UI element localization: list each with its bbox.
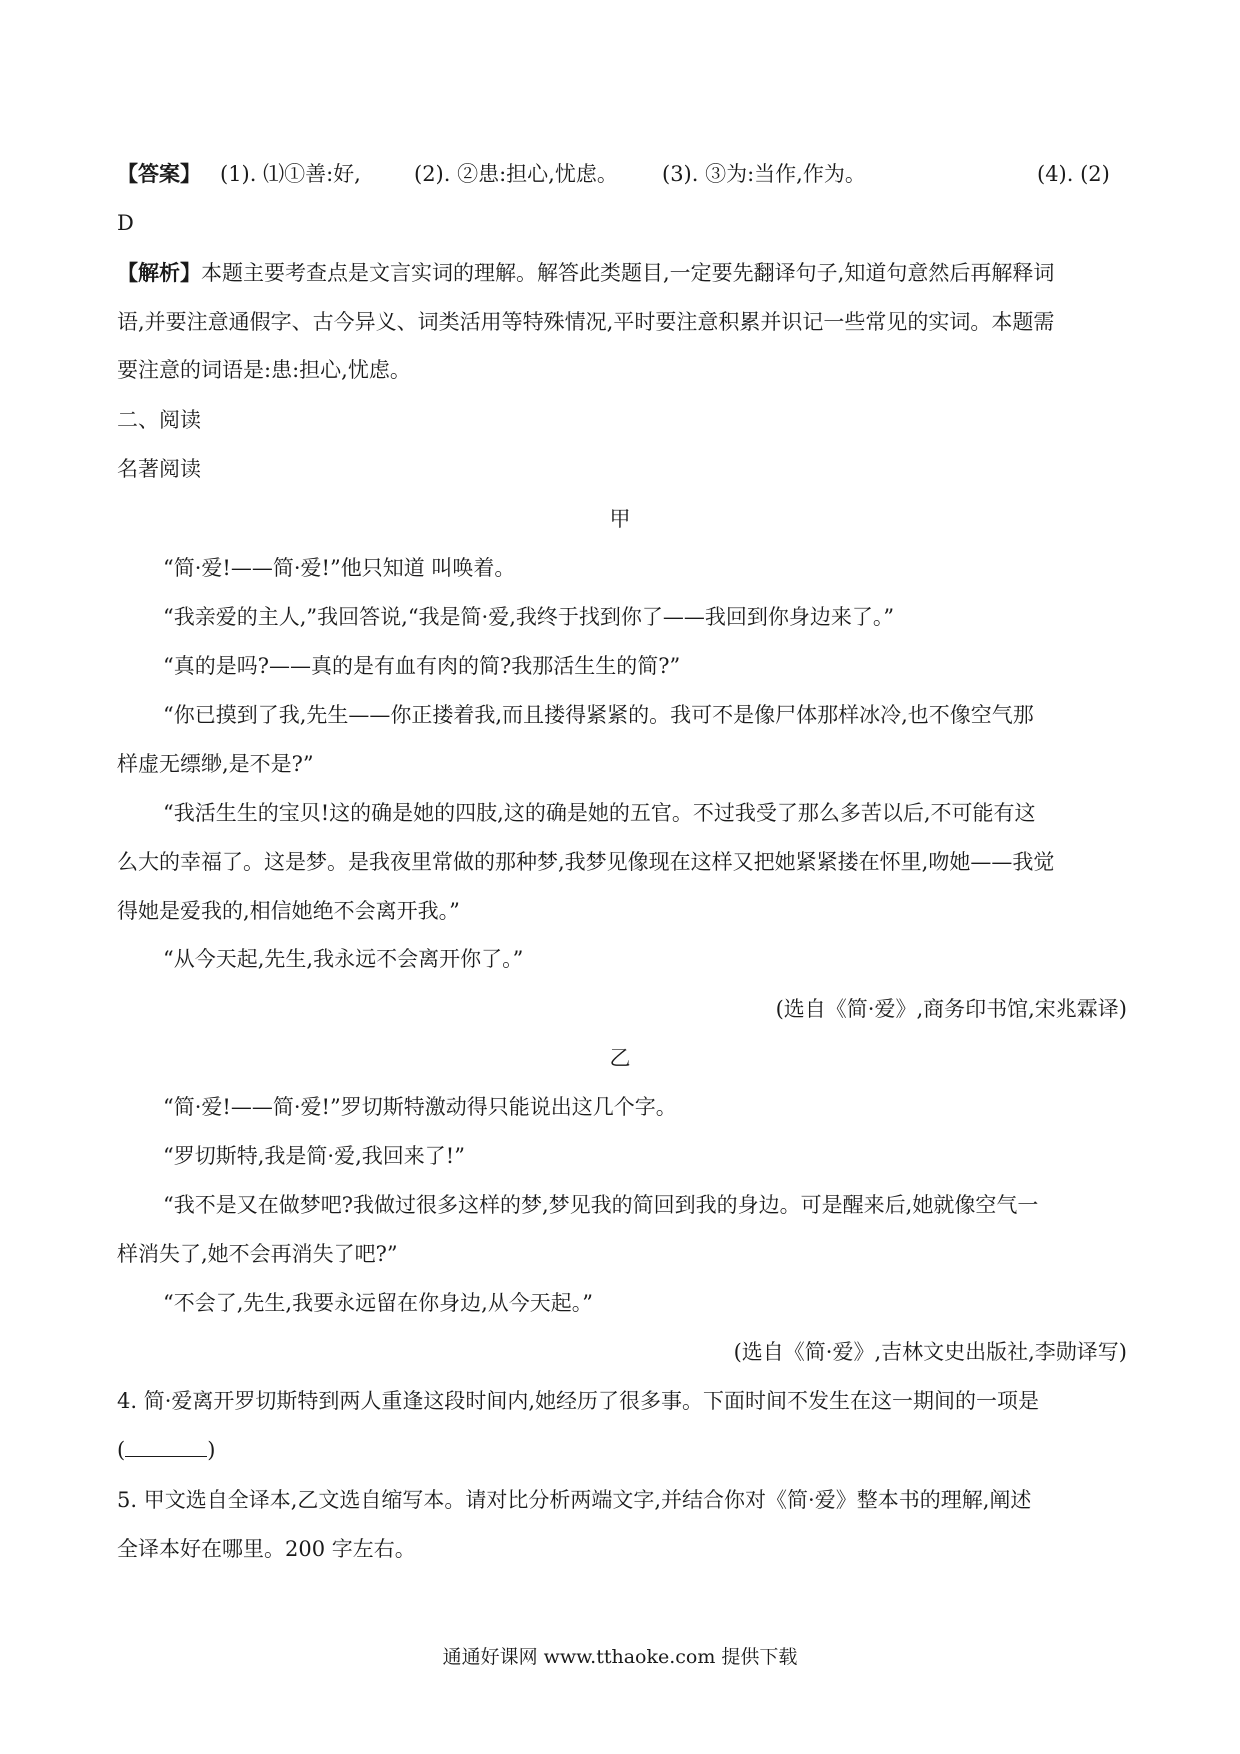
passage-a-line-4: “你已摸到了我,先生——你正搂着我,而且搂得紧紧的。我可不是像尸体那样冰冷,也不像空气那: [163, 703, 1034, 727]
answer-continuation: D: [117, 211, 134, 235]
answer-label: 【答案】: [117, 161, 201, 186]
question-4-line-1: 4. 简·爱离开罗切斯特到两人重逢这段时间内,她经历了很多事。下面时间不发生在这一期间的一项是: [117, 1389, 1040, 1413]
answer-item-2: (2). ②患:担心,忧虑。: [414, 162, 618, 186]
analysis-text-1: 本题主要考查点是文言实词的理解。解答此类题目,一定要先翻译句子,知道句意然后再解释词: [201, 261, 1055, 285]
passage-b-source: (选自《简·爱》,吉林文史出版社,李勋译写): [733, 1340, 1127, 1364]
passage-b-line-3: “我不是又在做梦吧?我做过很多这样的梦,梦见我的简回到我的身边。可是醒来后,她就像空气一: [163, 1193, 1039, 1217]
analysis-line-3: 要注意的词语是:患:担心,忧虑。: [117, 358, 411, 382]
page-footer: 通通好课网 www.tthaoke.com 提供下载: [442, 1646, 798, 1668]
question-5-line-2: 全译本好在哪里。200 字左右。: [117, 1537, 416, 1561]
subsection-heading: 名著阅读: [117, 457, 201, 481]
passage-b-line-4: 样消失了,她不会再消失了吧?”: [117, 1242, 398, 1266]
passage-a-line-8: 得她是爱我的,相信她绝不会离开我。”: [117, 899, 460, 923]
answer-item-1: (1). ⑴①善:好,: [220, 162, 361, 186]
answer-row: [117, 159, 1127, 189]
passage-b-line-2: “罗切斯特,我是简·爱,我回来了!”: [163, 1144, 465, 1168]
passage-b-line-1: “简·爱!——简·爱!”罗切斯特激动得只能说出这几个字。: [163, 1095, 677, 1119]
passage-a-source: (选自《简·爱》,商务印书馆,宋兆霖译): [775, 997, 1127, 1021]
question-4-answer-blank: [117, 1435, 1127, 1465]
passage-a-line-7: 么大的幸福了。这是梦。是我夜里常做的那种梦,我梦见像现在这样又把她紧紧搂在怀里,吻她——我觉: [117, 850, 1055, 874]
passage-a-line-9: “从今天起,先生,我永远不会离开你了。”: [163, 947, 524, 971]
passage-a-line-1: “简·爱!——简·爱!”他只知道 叫唤着。: [163, 556, 516, 580]
passage-b-line-5: “不会了,先生,我要永远留在你身边,从今天起。”: [163, 1291, 593, 1315]
answer-item-4: (4). (2): [1037, 162, 1110, 186]
question-5-line-1: 5. 甲文选自全译本,乙文选自缩写本。请对比分析两端文字,并结合你对《简·爱》整本书的理解,阐述: [117, 1488, 1032, 1512]
passage-a-line-5: 样虚无缥缈,是不是?”: [117, 752, 314, 776]
passage-a-title: 甲: [609, 507, 631, 531]
section-heading: 二、阅读: [117, 408, 201, 432]
analysis-line-2: 语,并要注意通假字、古今异义、词类活用等特殊情况,平时要注意积累并识记一些常见的实词。本题需: [117, 310, 1055, 334]
blank-open-paren: (: [117, 1438, 126, 1462]
passage-a-line-3: “真的是吗?——真的是有血有肉的简?我那活生生的简?”: [163, 654, 681, 678]
passage-b-title: 乙: [609, 1046, 631, 1070]
blank-close-paren: ): [207, 1438, 216, 1462]
answer-item-3: (3). ③为:当作,作为。: [662, 162, 866, 186]
passage-a-line-2: “我亲爱的主人,”我回答说,“我是简·爱,我终于找到你了——我回到你身边来了。”: [163, 605, 895, 629]
analysis-line-1: [117, 258, 1127, 288]
analysis-label: 【解析】: [117, 260, 201, 285]
passage-a-line-6: “我活生生的宝贝!这的确是她的四肢,这的确是她的五官。不过我受了那么多苦以后,不可能有这: [163, 801, 1036, 825]
answer-blank[interactable]: [125, 1438, 207, 1457]
